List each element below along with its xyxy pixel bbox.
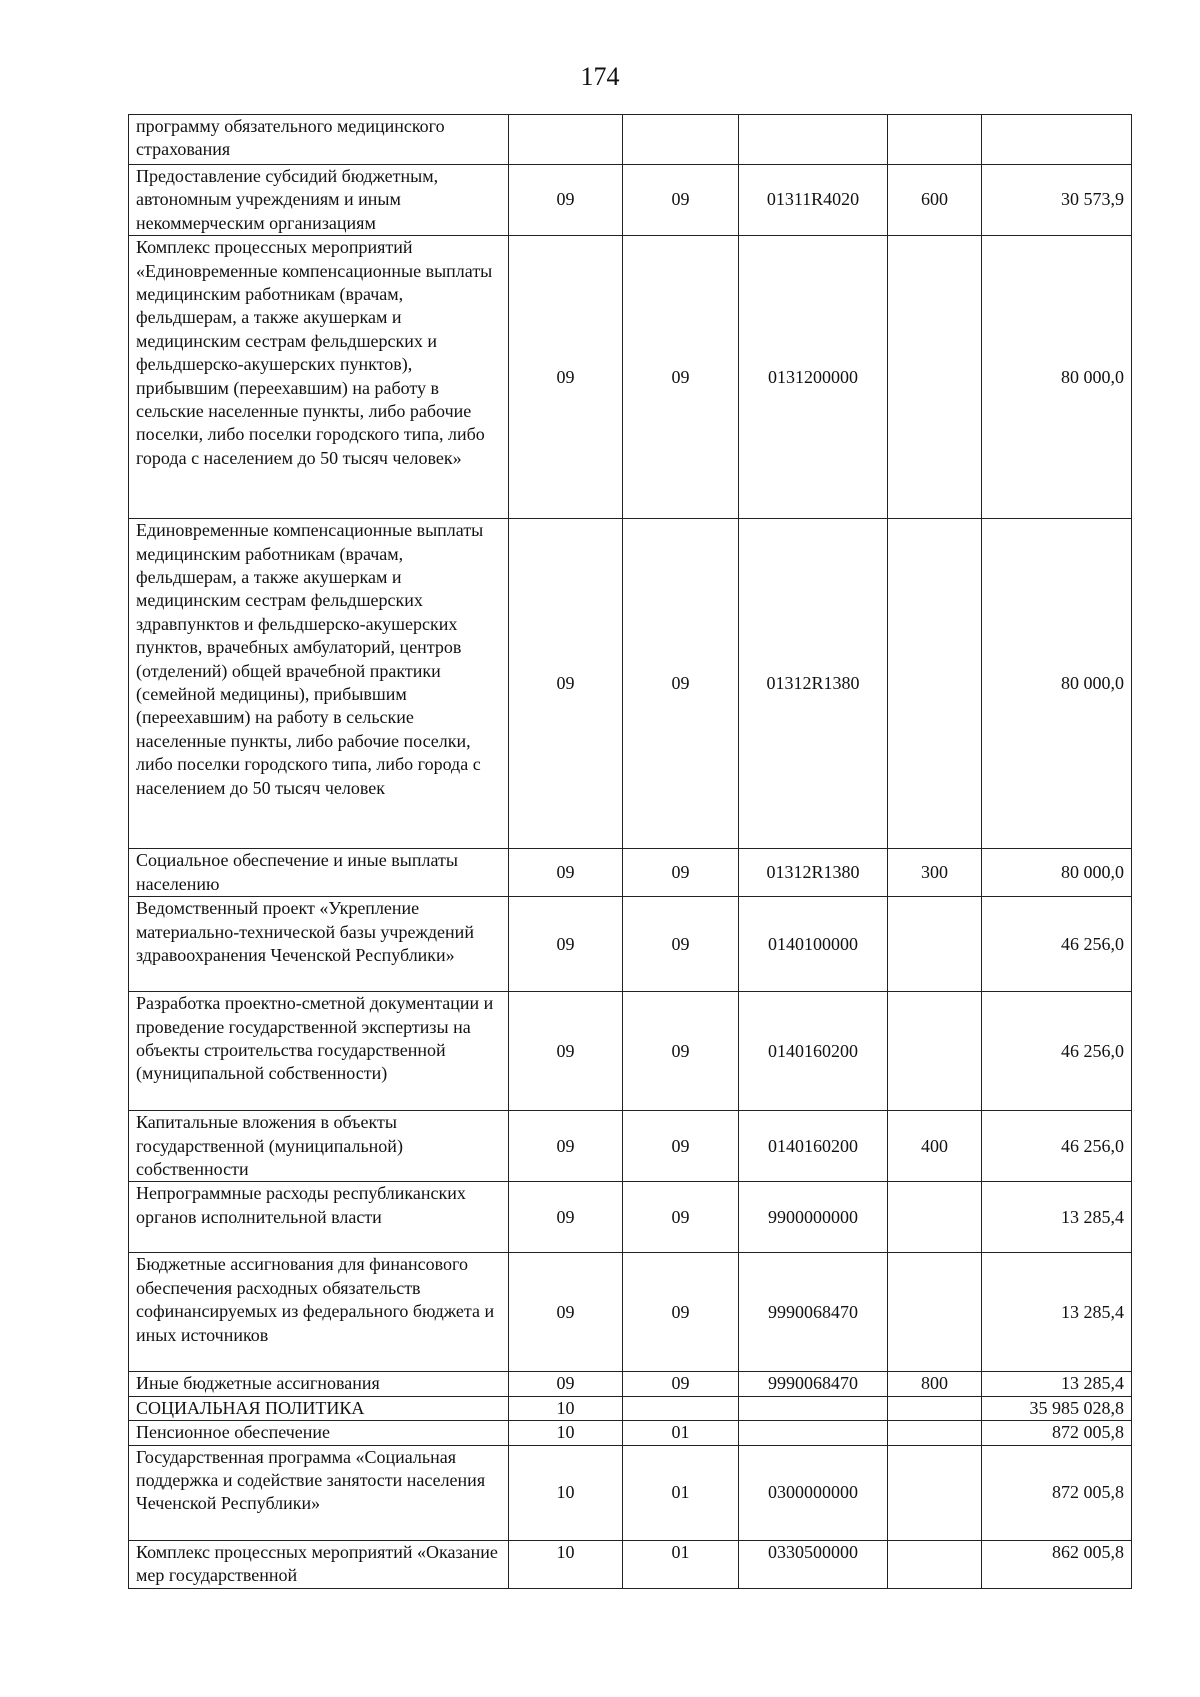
- row-name: Комплекс процессных мероприятий «Оказание мер государственной: [129, 1540, 509, 1588]
- row-section: 09: [509, 897, 623, 992]
- row-section: 10: [509, 1421, 623, 1445]
- row-subsection: 09: [623, 992, 739, 1111]
- row-subsection: 09: [623, 1182, 739, 1253]
- row-name: СОЦИАЛЬНАЯ ПОЛИТИКА: [129, 1396, 509, 1420]
- row-subsection: 09: [623, 165, 739, 236]
- row-target-code: [739, 1396, 888, 1420]
- row-expense-type: 400: [888, 1111, 982, 1182]
- row-target-code: 0140160200: [739, 992, 888, 1111]
- row-expense-type: 800: [888, 1372, 982, 1396]
- row-target-code: 0140100000: [739, 897, 888, 992]
- table-row: [129, 1396, 1132, 1420]
- row-section: 09: [509, 1111, 623, 1182]
- row-expense-type: [888, 1396, 982, 1420]
- row-target-code: 0131200000: [739, 236, 888, 519]
- row-name: Капитальные вложения в объекты государственной (муниципальной) собственности: [129, 1111, 509, 1182]
- row-name: Комплекс процессных мероприятий «Единовременные компенсационные выплаты медицинским работникам (врачам, фельдшерам, а также акушеркам и медицинским сестрам фельдшерских и фельдшерско-акушерских пунктов), прибывшим (переехавшим) на работу в сельские населенные пункты, либо рабочие поселки, либо поселки городского типа, либо города с населением до 50 тысяч человек»: [129, 236, 509, 519]
- row-amount: 862 005,8: [982, 1540, 1132, 1588]
- row-section: 09: [509, 236, 623, 519]
- table-row: [129, 849, 1132, 897]
- table-row: [129, 165, 1132, 236]
- row-name: Бюджетные ассигнования для финансового обеспечения расходных обязательств софинансируемых из федерального бюджета и иных источников: [129, 1253, 509, 1372]
- row-name: Разработка проектно-сметной документации и проведение государственной экспертизы на объекты строительства государственной (муниципальной собственности): [129, 992, 509, 1111]
- row-expense-type: [888, 115, 982, 165]
- row-name: Социальное обеспечение и иные выплаты населению: [129, 849, 509, 897]
- row-amount: 80 000,0: [982, 849, 1132, 897]
- table-row: [129, 519, 1132, 849]
- row-target-code: 9990068470: [739, 1253, 888, 1372]
- row-subsection: 09: [623, 897, 739, 992]
- row-target-code: 0300000000: [739, 1445, 888, 1540]
- row-section: 09: [509, 1372, 623, 1396]
- row-expense-type: [888, 1182, 982, 1253]
- table-row: [129, 1253, 1132, 1372]
- table-row: [129, 1372, 1132, 1396]
- row-target-code: 01312R1380: [739, 519, 888, 849]
- row-expense-type: [888, 1445, 982, 1540]
- row-subsection: 09: [623, 519, 739, 849]
- row-target-code: 01311R4020: [739, 165, 888, 236]
- row-expense-type: [888, 1253, 982, 1372]
- row-subsection: 09: [623, 1253, 739, 1372]
- row-name: Предоставление субсидий бюджетным, автономным учреждениям и иным некоммерческим организациям: [129, 165, 509, 236]
- table-row: [129, 1540, 1132, 1588]
- row-amount: 13 285,4: [982, 1182, 1132, 1253]
- row-subsection: 09: [623, 1372, 739, 1396]
- page-number: 174: [580, 62, 620, 91]
- row-expense-type: [888, 992, 982, 1111]
- table-row: [129, 992, 1132, 1111]
- row-name: программу обязательного медицинского страхования: [129, 115, 509, 165]
- row-target-code: 01312R1380: [739, 849, 888, 897]
- row-section: 10: [509, 1540, 623, 1588]
- row-expense-type: [888, 1540, 982, 1588]
- table-row: [129, 897, 1132, 992]
- row-section: 09: [509, 992, 623, 1111]
- row-expense-type: 600: [888, 165, 982, 236]
- row-target-code: [739, 115, 888, 165]
- row-amount: 80 000,0: [982, 236, 1132, 519]
- table-row: [129, 1421, 1132, 1445]
- table-row: [129, 236, 1132, 519]
- row-section: 09: [509, 165, 623, 236]
- row-subsection: 09: [623, 849, 739, 897]
- row-subsection: 01: [623, 1421, 739, 1445]
- budget-table: [128, 114, 1132, 1589]
- table-row: [129, 1445, 1132, 1540]
- table-row: [129, 1182, 1132, 1253]
- row-amount: 46 256,0: [982, 897, 1132, 992]
- row-subsection: 09: [623, 236, 739, 519]
- row-name: Иные бюджетные ассигнования: [129, 1372, 509, 1396]
- row-expense-type: 300: [888, 849, 982, 897]
- row-amount: 872 005,8: [982, 1445, 1132, 1540]
- row-subsection: 09: [623, 1111, 739, 1182]
- row-amount: 872 005,8: [982, 1421, 1132, 1445]
- row-subsection: 01: [623, 1445, 739, 1540]
- row-amount: [982, 115, 1132, 165]
- row-amount: 35 985 028,8: [982, 1396, 1132, 1420]
- row-amount: 13 285,4: [982, 1253, 1132, 1372]
- row-subsection: [623, 1396, 739, 1420]
- row-expense-type: [888, 897, 982, 992]
- row-target-code: 0140160200: [739, 1111, 888, 1182]
- row-amount: 46 256,0: [982, 992, 1132, 1111]
- row-name: Единовременные компенсационные выплаты медицинским работникам (врачам, фельдшерам, а также акушеркам и медицинским сестрам фельдшерских здравпунктов и фельдшерско-акушерских пунктов, врачебных амбулаторий, центров (отделений) общей врачебной практики (семейной медицины), прибывшим (переехавшим) на работу в сельские населенные пункты, либо рабочие поселки, либо поселки городского типа, либо города с населением до 50 тысяч человек: [129, 519, 509, 849]
- table-row: [129, 115, 1132, 165]
- table-row: [129, 1111, 1132, 1182]
- row-target-code: 9900000000: [739, 1182, 888, 1253]
- row-amount: 13 285,4: [982, 1372, 1132, 1396]
- row-expense-type: [888, 236, 982, 519]
- row-amount: 30 573,9: [982, 165, 1132, 236]
- row-target-code: [739, 1421, 888, 1445]
- row-amount: 46 256,0: [982, 1111, 1132, 1182]
- row-target-code: 0330500000: [739, 1540, 888, 1588]
- row-amount: 80 000,0: [982, 519, 1132, 849]
- row-name: Государственная программа «Социальная поддержка и содействие занятости населения Чеченской Республики»: [129, 1445, 509, 1540]
- row-section: 09: [509, 849, 623, 897]
- row-expense-type: [888, 1421, 982, 1445]
- row-section: 10: [509, 1396, 623, 1420]
- row-expense-type: [888, 519, 982, 849]
- row-subsection: 01: [623, 1540, 739, 1588]
- row-subsection: [623, 115, 739, 165]
- row-section: 09: [509, 519, 623, 849]
- row-section: 10: [509, 1445, 623, 1540]
- row-section: 09: [509, 1253, 623, 1372]
- row-target-code: 9990068470: [739, 1372, 888, 1396]
- row-name: Пенсионное обеспечение: [129, 1421, 509, 1445]
- row-name: Непрограммные расходы республиканских органов исполнительной власти: [129, 1182, 509, 1253]
- row-name: Ведомственный проект «Укрепление материально-технической базы учреждений здравоохранения Чеченской Республики»: [129, 897, 509, 992]
- row-section: 09: [509, 1182, 623, 1253]
- row-section: [509, 115, 623, 165]
